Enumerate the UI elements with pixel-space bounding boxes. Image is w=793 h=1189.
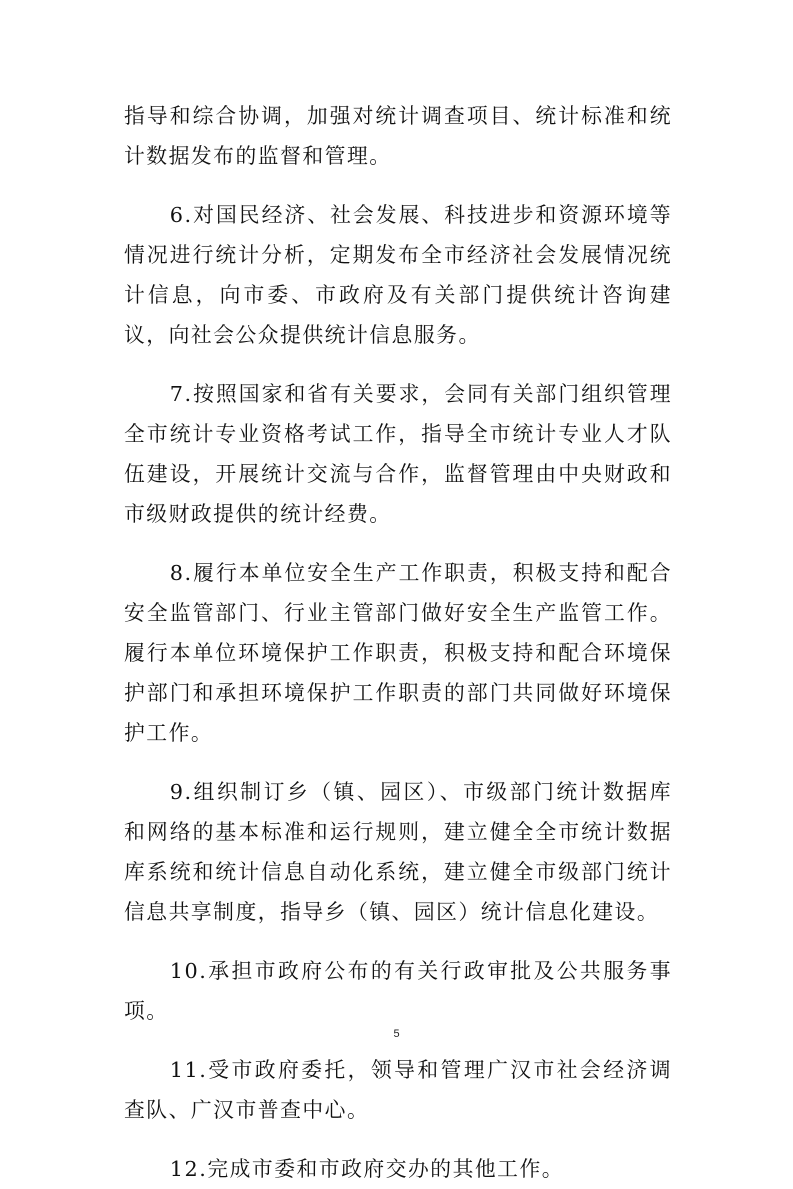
paragraph-item-12: 12.完成市委和市政府交办的其他工作。 [169, 1157, 565, 1181]
paragraph-continuation: 指导和综合协调，加强对统计调查项目、统计标准和统计数据发布的监督和管理。 [124, 104, 672, 168]
paragraph-item-6: 6.对国民经济、社会发展、科技进步和资源环境等情况进行统计分析，定期发布全市经济社会发展情况统计信息，向市委、市政府及有关部门提供统计咨询建议，向社会公众提供统计信息服务。 [124, 203, 672, 347]
paragraph-item-7: 7.按照国家和省有关要求，会同有关部门组织管理全市统计专业资格考试工作，指导全市统计专业人才队伍建设，开展统计交流与合作，监督管理由中央财政和市级财政提供的统计经费。 [124, 382, 672, 526]
paragraph-item-11: 11.受市政府委托，领导和管理广汉市社会经济调查队、广汉市普查中心。 [124, 1058, 672, 1122]
document-page [124, 96, 672, 1189]
page-number: 5 [393, 1028, 400, 1040]
paragraph-item-10: 10.承担市政府公布的有关行政审批及公共服务事项。 [124, 959, 672, 1023]
paragraph-item-9: 9.组织制订乡（镇、园区）、市级部门统计数据库和网络的基本标准和运行规则，建立健全全市统计数据库系统和统计信息自动化系统，建立健全市级部门统计信息共享制度，指导乡（镇、园区）统计信息化建设。 [124, 780, 672, 924]
paragraph-item-8: 8.履行本单位安全生产工作职责，积极支持和配合安全监管部门、行业主管部门做好安全生产监管工作。履行本单位环境保护工作职责，积极支持和配合环境保护部门和承担环境保护工作职责的部门共同做好环境保护工作。 [124, 561, 672, 745]
